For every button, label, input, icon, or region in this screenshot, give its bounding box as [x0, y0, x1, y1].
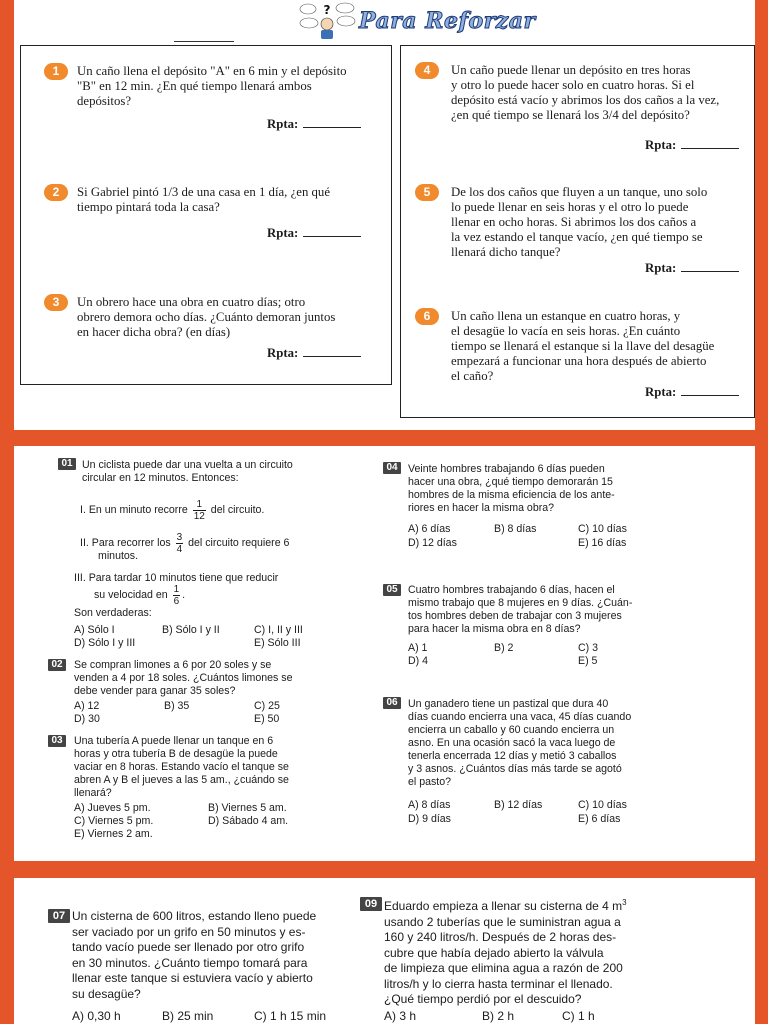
question-6-text: [451, 309, 744, 384]
option[interactable]: C) 1 h: [562, 1009, 595, 1023]
answer-label: Rpta:: [645, 261, 677, 275]
text-line: Un obrero hace una obra en cuatro días; otro: [77, 295, 306, 309]
option[interactable]: E) Sólo III: [254, 637, 301, 649]
option[interactable]: E) 16 días: [578, 537, 627, 549]
question-number-badge: 06: [383, 697, 401, 709]
numerator: 1: [173, 583, 180, 595]
text-line: usando 2 tuberías que le suministran agua a: [384, 914, 621, 929]
option[interactable]: B) 2: [494, 642, 514, 654]
worksheet-panel-3: [14, 878, 755, 1024]
text-line: tando vacío puede ser llenado por otro grifo: [72, 940, 305, 954]
text-line: llenará dicho tanque?: [451, 245, 561, 259]
option[interactable]: C) Viernes 5 pm.: [74, 815, 154, 827]
text-line: depósito está vacío y abrimos los dos caños a la vez,: [451, 93, 720, 107]
option[interactable]: A) 0,30 h: [72, 1009, 121, 1023]
statement-iii-cont: [94, 582, 185, 608]
numerator: 3: [176, 531, 183, 543]
text-line: Un caño llena el depósito "A" en 6 min y el depósito: [77, 64, 347, 78]
text-line: ¿Qué tiempo perdió por el descuido?: [384, 992, 582, 1006]
divider: [174, 41, 234, 42]
question-number-badge: 6: [415, 308, 439, 325]
question-number-badge: 09: [360, 897, 382, 911]
text-line: mismo trabajo que 8 mujeres en 9 días. ¿Cuán-: [408, 597, 633, 609]
numerator: 1: [193, 499, 206, 511]
option[interactable]: A) 12: [74, 700, 100, 712]
question-number-badge: 02: [48, 659, 66, 671]
text-line: tenerla encerrada 12 días y metió 3 caballos: [408, 750, 617, 762]
answer-blank[interactable]: [303, 227, 361, 237]
question-number-badge: 07: [48, 909, 70, 923]
text-line: tos hombres deben de trabajar con 3 mujeres: [408, 610, 622, 622]
option[interactable]: B) 35: [164, 700, 190, 712]
text-line: "B" en 12 min. ¿En qué tiempo llenará ambos: [77, 79, 312, 93]
text-line: su desagüe?: [72, 986, 141, 1001]
text-line: de limpieza que elimina agua a razón de 200: [384, 961, 623, 975]
text-line: Se compran limones a 6 por 20 soles y se: [74, 659, 272, 671]
question-03-text: [74, 735, 289, 800]
text-line: vaciar en 8 horas. Estando vacío el tanque se: [74, 761, 289, 773]
question-04-text: [408, 463, 615, 515]
text-line: en 30 minutos. ¿Cuánto tiempo tomará para: [72, 955, 308, 970]
text-line: empezará a funcionar una hora después de abierto: [451, 354, 707, 368]
option[interactable]: A) 1: [408, 642, 428, 654]
question-number-badge: 2: [44, 184, 68, 201]
text-line: debe vender para ganar 35 soles?: [74, 685, 236, 697]
superscript: 3: [622, 898, 627, 907]
question-06-text: [408, 698, 631, 789]
question-2-text: [77, 185, 377, 215]
option[interactable]: B) 12 días: [494, 799, 543, 811]
option[interactable]: B) Viernes 5 am.: [208, 802, 287, 814]
text-line: circular en 12 minutos. Entonces:: [82, 472, 239, 484]
text-line: tiempo se llenará el estanque si la llave del desagüe: [451, 339, 715, 353]
option[interactable]: D) Sólo I y III: [74, 637, 136, 649]
option[interactable]: A) 8 días: [408, 799, 451, 811]
text-line: Un caño puede llenar un depósito en tres horas: [451, 63, 691, 77]
answer-field-5[interactable]: [645, 261, 739, 276]
text-line: Si Gabriel pintó 1/3 de una casa en 1 día, ¿en qué: [77, 185, 331, 199]
svg-text:?: ?: [323, 3, 331, 17]
text-line: Un ciclista puede dar una vuelta a un circuito: [82, 459, 293, 471]
text-line: del circuito requiere 6: [188, 537, 290, 549]
text-line: la vez estando el tanque vacío, ¿en qué tiempo se: [451, 230, 703, 244]
worksheet-panel-1: [14, 0, 755, 430]
question-01-text: [82, 459, 293, 485]
answer-field-3[interactable]: [267, 346, 361, 361]
text-line: depósitos?: [77, 94, 132, 108]
option[interactable]: E) 5: [578, 655, 598, 667]
option[interactable]: B) 8 días: [494, 523, 537, 535]
question-02-text: [74, 659, 292, 698]
question-3-text: [77, 295, 377, 340]
answer-field-6[interactable]: [645, 385, 739, 400]
text-line: ser vaciado por un grifo en 50 minutos y es-: [72, 924, 306, 939]
question-1-text: [77, 64, 377, 109]
fraction: [176, 532, 184, 555]
text-line: I. En un minuto recorre: [80, 504, 188, 516]
answer-blank[interactable]: [681, 386, 739, 396]
text-line: Una tubería A puede llenar un tanque en 6: [74, 735, 274, 747]
answer-field-2[interactable]: [267, 226, 361, 241]
question-number-badge: 01: [58, 458, 76, 470]
text-line: su velocidad en: [94, 589, 168, 601]
answer-blank[interactable]: [303, 347, 361, 357]
statement-i: [80, 496, 264, 524]
text-line: 160 y 240 litros/h. Después de 2 horas des-: [384, 930, 617, 944]
answer-label: Rpta:: [645, 385, 677, 399]
problems-box-left: [20, 45, 392, 385]
text-line: riores en hacer la misma obra?: [408, 502, 555, 514]
prompt-text: Son verdaderas:: [74, 607, 152, 619]
text-line: II. Para recorrer los: [80, 537, 171, 549]
answer-blank[interactable]: [681, 262, 739, 272]
text-line: Veinte hombres trabajando 6 días pueden: [408, 463, 605, 475]
question-number-badge: 04: [383, 462, 401, 474]
logo-text: Para Reforzar: [359, 8, 536, 34]
option[interactable]: D) 30: [74, 713, 100, 725]
text-line: venden a 4 por 18 soles. ¿Cuántos limones se: [74, 672, 293, 684]
fraction: [193, 499, 206, 522]
question-4-text: [451, 63, 744, 123]
option[interactable]: C) 10 días: [578, 523, 627, 535]
option[interactable]: C) 1 h 15 min: [254, 1009, 327, 1023]
text-line: hacer una obra, ¿qué tiempo demorarán 15: [408, 476, 613, 488]
text-line: llenar este tanque si estuviera vacío y abierto: [72, 971, 313, 985]
text-line: y otro lo puede hacer solo en cuatro horas. Si el: [451, 78, 695, 92]
option[interactable]: C) 3: [578, 642, 599, 654]
text-line: De los dos caños que fluyen a un tanque, uno solo: [451, 185, 708, 199]
text-line: abren A y B el jueves a las 5 am., ¿cuándo se: [74, 774, 289, 786]
option[interactable]: D) 4: [408, 655, 429, 667]
thinking-kid-logo-icon: [299, 2, 357, 40]
text-line: encierra un caballo y 60 cuando encierra un: [408, 724, 615, 736]
text-line: Eduardo empieza a llenar su cisterna de 4 m: [384, 899, 623, 913]
answer-label: Rpta:: [267, 226, 299, 240]
option[interactable]: E) Viernes 2 am.: [74, 828, 153, 840]
text-line: llenará?: [74, 787, 112, 799]
question-number-badge: 5: [415, 184, 439, 201]
statement-ii-cont: minutos.: [98, 550, 139, 562]
option[interactable]: D) Sábado 4 am.: [208, 815, 289, 827]
answer-field-1[interactable]: [267, 117, 361, 132]
text-line: Un caño llena un estanque en cuatro horas, y: [451, 309, 681, 323]
text-line: el caño?: [451, 369, 494, 383]
text-line: Cuatro hombres trabajando 6 días, hacen el: [408, 584, 615, 596]
question-05-text: [408, 584, 632, 636]
text-line: hombres de la misma eficiencia de los ante-: [408, 489, 615, 501]
text-line: [384, 895, 627, 915]
text-line: días cuando encierra una vaca, 45 días cuando: [408, 711, 632, 723]
text-line: litros/h y lo cierra hasta terminar el llenado.: [384, 976, 613, 991]
option[interactable]: E) 6 días: [578, 813, 621, 825]
text-line: Un cisterna de 600 litros, estando lleno puede: [72, 909, 317, 923]
question-number-badge: 05: [383, 584, 401, 596]
text-line: cubre que había dejado abierto la válvula: [384, 945, 604, 960]
statement-iii: III. Para tardar 10 minutos tiene que reducir: [74, 572, 279, 584]
option[interactable]: B) Sólo I y II: [162, 624, 220, 636]
worksheet-panel-2: [14, 446, 755, 861]
denominator: 6: [173, 595, 180, 607]
question-number-badge: 03: [48, 735, 66, 747]
text-line: Un ganadero tiene un pastizal que dura 40: [408, 698, 609, 710]
question-09-text: [384, 895, 627, 1008]
question-number-badge: 1: [44, 63, 68, 80]
text-line: obrero demora ocho días. ¿Cuánto demoran juntos: [77, 310, 336, 324]
text-line: en hacer dicha obra? (en días): [77, 325, 231, 339]
fraction: [173, 584, 181, 607]
text-line: horas y otra tubería B de desagüe la puede: [74, 748, 278, 760]
text-line: .: [182, 589, 186, 601]
option[interactable]: A) Jueves 5 pm.: [74, 802, 151, 814]
problems-box-right: [400, 45, 755, 418]
denominator: 4: [176, 543, 183, 555]
answer-label: Rpta:: [267, 117, 299, 131]
text-line: el desagüe lo vacía en seis horas. ¿En cuánto: [451, 324, 681, 338]
answer-blank[interactable]: [681, 139, 739, 149]
option[interactable]: B) 2 h: [482, 1009, 515, 1023]
answer-label: Rpta:: [267, 346, 299, 360]
question-number-badge: 4: [415, 62, 439, 79]
answer-blank[interactable]: [303, 118, 361, 128]
option[interactable]: A) Sólo I: [74, 624, 115, 636]
text-line: para hacer la misma obra en 8 días?: [408, 623, 581, 635]
option[interactable]: E) 50: [254, 713, 280, 725]
option[interactable]: C) 10 días: [578, 799, 627, 811]
option[interactable]: D) 9 días: [408, 813, 451, 825]
para-reforzar-logo: [289, 2, 536, 40]
option[interactable]: A) 6 días: [408, 523, 451, 535]
option[interactable]: D) 12 días: [408, 537, 457, 549]
text-line: asno. En una ocasión sacó la vaca luego de: [408, 737, 616, 749]
question-number-badge: 3: [44, 294, 68, 311]
text-line: lo puede llenar en seis horas y el otro lo puede: [451, 200, 689, 214]
question-07-text: [72, 909, 316, 1002]
text-line: el pasto?: [408, 776, 451, 788]
text-line: tiempo pintará toda la casa?: [77, 200, 220, 214]
denominator: 12: [193, 510, 205, 522]
question-5-text: [451, 185, 744, 260]
option[interactable]: C) I, II y III: [254, 624, 303, 636]
text-line: y 3 asnos. ¿Cuántos días más tarde se agotó: [408, 763, 622, 775]
answer-field-4[interactable]: [645, 138, 739, 153]
answer-label: Rpta:: [645, 138, 677, 152]
text-line: llenar en ocho horas. Si abrimos los dos caños a: [451, 215, 697, 229]
option[interactable]: A) 3 h: [384, 1009, 417, 1023]
option[interactable]: B) 25 min: [162, 1009, 214, 1023]
option[interactable]: C) 25: [254, 700, 280, 712]
text-line: ¿en qué tiempo se llenará los 3/4 del depósito?: [451, 108, 690, 122]
text-line: del circuito.: [210, 504, 265, 516]
